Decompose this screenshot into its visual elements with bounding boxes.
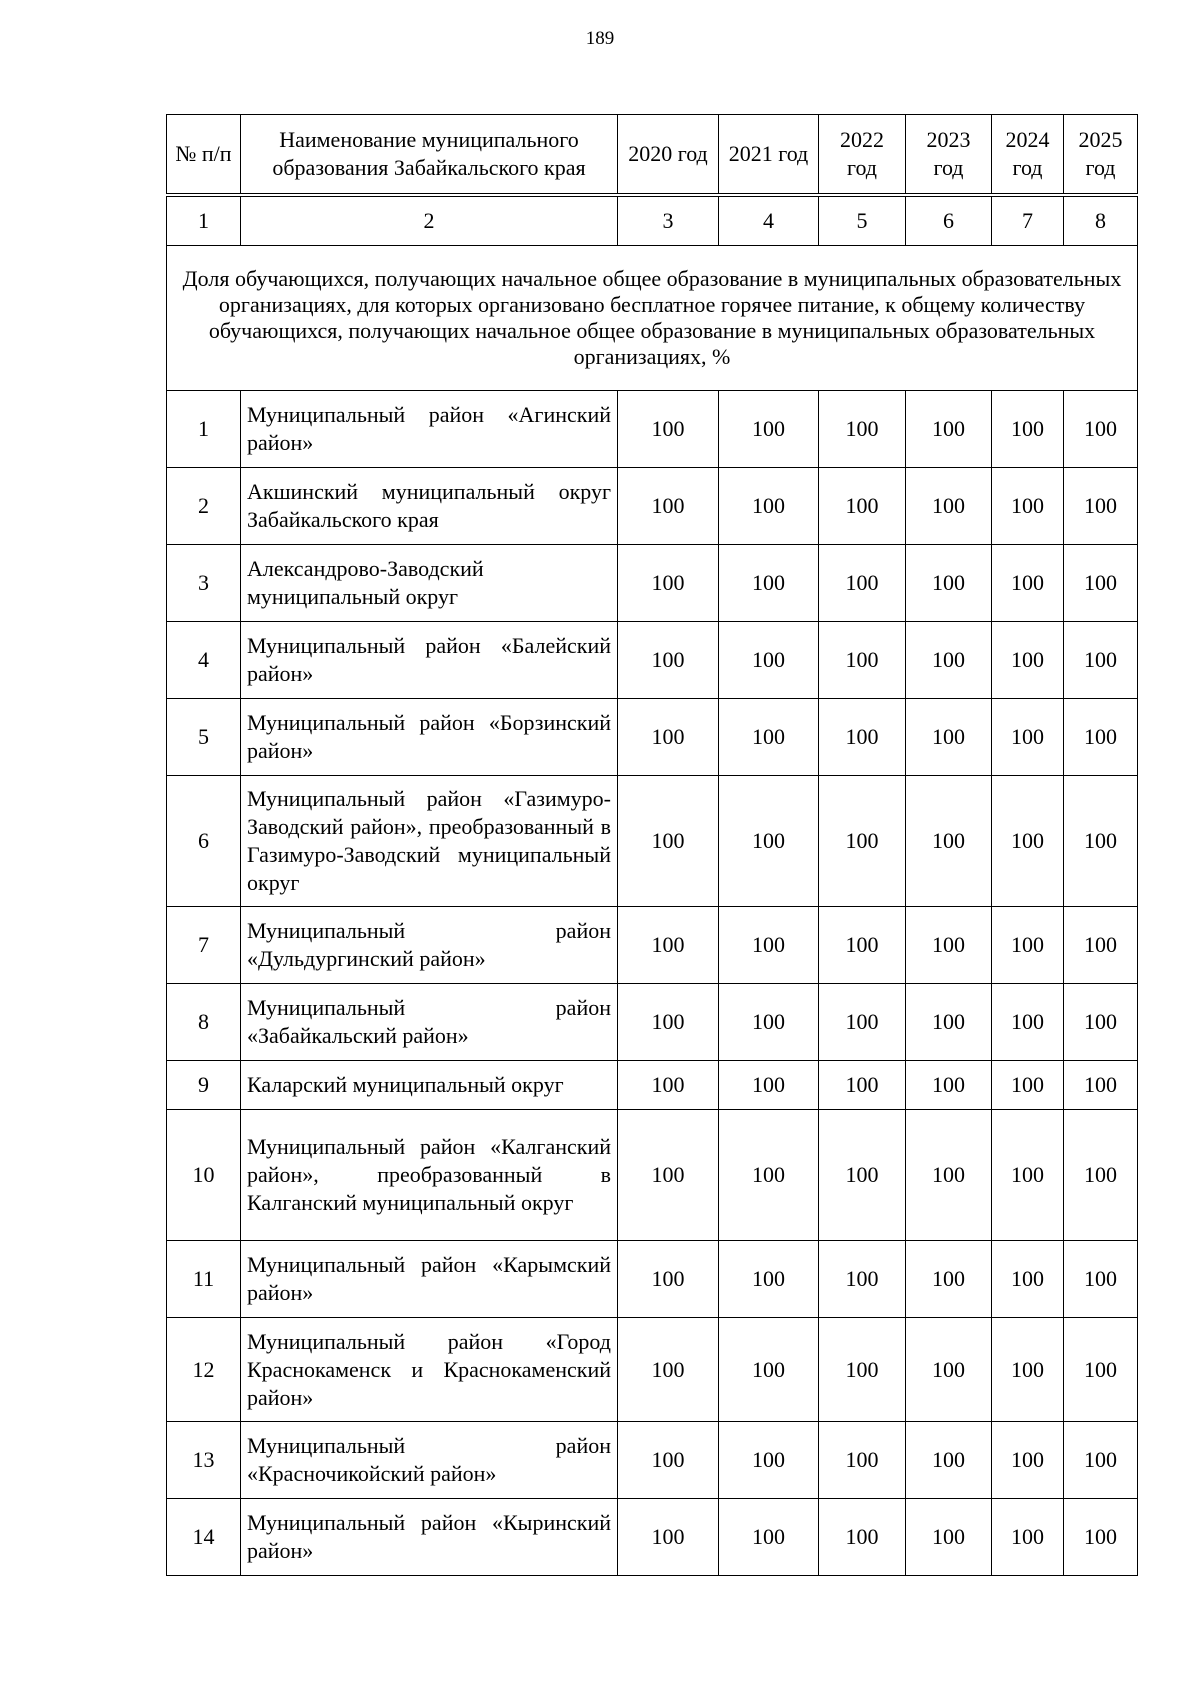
row-value: 100	[992, 776, 1064, 907]
row-value: 100	[819, 984, 906, 1061]
table-row	[167, 622, 1138, 699]
row-value: 100	[618, 1422, 719, 1499]
row-num: 2	[167, 468, 241, 545]
row-value: 100	[1064, 1422, 1138, 1499]
row-value: 100	[1064, 1110, 1138, 1241]
row-value: 100	[1064, 391, 1138, 468]
row-value: 100	[1064, 1318, 1138, 1422]
table-row	[167, 699, 1138, 776]
column-number: 4	[719, 195, 819, 246]
row-name: Муниципальный район «Борзинский район»	[241, 699, 618, 776]
row-name: Муниципальный район «Красночикойский район»	[241, 1422, 618, 1499]
row-value: 100	[1064, 776, 1138, 907]
row-name: Каларский муниципальный округ	[241, 1061, 618, 1110]
data-table	[166, 114, 1138, 1576]
row-value: 100	[719, 699, 819, 776]
row-value: 100	[719, 776, 819, 907]
row-value: 100	[719, 468, 819, 545]
row-value: 100	[618, 1061, 719, 1110]
section-title: Доля обучающихся, получающих начальное общее образование в муниципальных образовательных организациях, для которых организовано бесплатное горячее питание, к общему количеству обучающихся, получающих начальное общее образование в муниципальных образовательных организациях, %	[167, 246, 1138, 391]
row-value: 100	[906, 1110, 992, 1241]
row-value: 100	[992, 984, 1064, 1061]
row-value: 100	[906, 391, 992, 468]
row-value: 100	[992, 1318, 1064, 1422]
row-name: Муниципальный район «Кыринский район»	[241, 1499, 618, 1576]
row-name: Муниципальный район «Газимуро-Заводский район», преобразованный в Газимуро-Заводский муниципальный округ	[241, 776, 618, 907]
header-year: 2021 год	[719, 115, 819, 196]
row-value: 100	[719, 545, 819, 622]
row-value: 100	[906, 468, 992, 545]
row-value: 100	[819, 1241, 906, 1318]
row-value: 100	[819, 907, 906, 984]
header-num: № п/п	[167, 115, 241, 196]
row-num: 6	[167, 776, 241, 907]
row-name: Муниципальный район «Балейский район»	[241, 622, 618, 699]
row-value: 100	[1064, 622, 1138, 699]
row-value: 100	[906, 776, 992, 907]
row-value: 100	[618, 984, 719, 1061]
table-row	[167, 1241, 1138, 1318]
row-value: 100	[719, 391, 819, 468]
table-row	[167, 468, 1138, 545]
row-name: Муниципальный район «Забайкальский район»	[241, 984, 618, 1061]
row-value: 100	[819, 622, 906, 699]
row-value: 100	[992, 622, 1064, 699]
row-name: Александрово-Заводский муниципальный округ	[241, 545, 618, 622]
header-year: 2025 год	[1064, 115, 1138, 196]
row-value: 100	[992, 699, 1064, 776]
table-row	[167, 545, 1138, 622]
row-name: Муниципальный район «Карымский район»	[241, 1241, 618, 1318]
row-value: 100	[1064, 699, 1138, 776]
row-value: 100	[1064, 545, 1138, 622]
row-value: 100	[819, 1499, 906, 1576]
row-value: 100	[819, 1061, 906, 1110]
row-value: 100	[819, 776, 906, 907]
row-name: Муниципальный район «Калганский район», преобразованный в Калганский муниципальный округ	[241, 1110, 618, 1241]
row-value: 100	[906, 1061, 992, 1110]
row-value: 100	[618, 1110, 719, 1241]
table-row	[167, 1422, 1138, 1499]
header-row	[167, 115, 1138, 196]
row-value: 100	[618, 391, 719, 468]
table-row	[167, 984, 1138, 1061]
column-number: 2	[241, 195, 618, 246]
column-number: 7	[992, 195, 1064, 246]
row-value: 100	[992, 1110, 1064, 1241]
column-number: 6	[906, 195, 992, 246]
table-row	[167, 776, 1138, 907]
row-value: 100	[906, 545, 992, 622]
row-value: 100	[992, 1422, 1064, 1499]
row-value: 100	[906, 699, 992, 776]
row-value: 100	[618, 907, 719, 984]
row-value: 100	[719, 984, 819, 1061]
row-value: 100	[906, 622, 992, 699]
row-value: 100	[819, 1422, 906, 1499]
row-num: 9	[167, 1061, 241, 1110]
row-num: 8	[167, 984, 241, 1061]
row-value: 100	[719, 622, 819, 699]
row-value: 100	[1064, 1241, 1138, 1318]
header-name: Наименование муниципального образования Забайкальского края	[241, 115, 618, 196]
row-value: 100	[819, 1318, 906, 1422]
header-year: 2022 год	[819, 115, 906, 196]
row-value: 100	[719, 907, 819, 984]
column-number-row	[167, 195, 1138, 246]
row-value: 100	[618, 1499, 719, 1576]
row-value: 100	[618, 1241, 719, 1318]
row-value: 100	[719, 1422, 819, 1499]
row-name: Муниципальный район «Дульдургинский район»	[241, 907, 618, 984]
row-value: 100	[618, 699, 719, 776]
row-value: 100	[719, 1061, 819, 1110]
row-value: 100	[992, 1061, 1064, 1110]
row-value: 100	[719, 1110, 819, 1241]
table-row	[167, 1499, 1138, 1576]
column-number: 3	[618, 195, 719, 246]
row-value: 100	[618, 1318, 719, 1422]
row-value: 100	[1064, 907, 1138, 984]
row-value: 100	[992, 391, 1064, 468]
page-number: 189	[585, 28, 615, 49]
row-value: 100	[618, 622, 719, 699]
row-value: 100	[992, 907, 1064, 984]
table-row	[167, 391, 1138, 468]
row-value: 100	[906, 1241, 992, 1318]
row-value: 100	[906, 1318, 992, 1422]
row-value: 100	[819, 545, 906, 622]
row-num: 14	[167, 1499, 241, 1576]
row-value: 100	[906, 1422, 992, 1499]
row-num: 11	[167, 1241, 241, 1318]
table-row	[167, 907, 1138, 984]
row-value: 100	[719, 1318, 819, 1422]
header-year: 2024 год	[992, 115, 1064, 196]
row-value: 100	[819, 699, 906, 776]
row-num: 5	[167, 699, 241, 776]
header-year: 2020 год	[618, 115, 719, 196]
row-value: 100	[992, 1499, 1064, 1576]
row-num: 7	[167, 907, 241, 984]
row-num: 12	[167, 1318, 241, 1422]
row-num: 3	[167, 545, 241, 622]
row-value: 100	[1064, 468, 1138, 545]
column-number: 5	[819, 195, 906, 246]
table-row	[167, 1318, 1138, 1422]
row-value: 100	[819, 391, 906, 468]
row-value: 100	[992, 1241, 1064, 1318]
row-value: 100	[618, 776, 719, 907]
row-value: 100	[1064, 1061, 1138, 1110]
row-value: 100	[819, 468, 906, 545]
row-value: 100	[906, 907, 992, 984]
header-year: 2023 год	[906, 115, 992, 196]
row-value: 100	[1064, 984, 1138, 1061]
row-name: Акшинский муниципальный округ Забайкальского края	[241, 468, 618, 545]
column-number: 1	[167, 195, 241, 246]
row-value: 100	[1064, 1499, 1138, 1576]
row-name: Муниципальный район «Город Краснокаменск и Краснокаменский район»	[241, 1318, 618, 1422]
row-value: 100	[992, 468, 1064, 545]
row-value: 100	[906, 984, 992, 1061]
row-num: 10	[167, 1110, 241, 1241]
row-name: Муниципальный район «Агинский район»	[241, 391, 618, 468]
row-value: 100	[992, 545, 1064, 622]
row-value: 100	[906, 1499, 992, 1576]
row-num: 4	[167, 622, 241, 699]
row-value: 100	[719, 1499, 819, 1576]
row-num: 13	[167, 1422, 241, 1499]
row-value: 100	[618, 545, 719, 622]
table-row	[167, 1110, 1138, 1241]
row-value: 100	[719, 1241, 819, 1318]
column-number: 8	[1064, 195, 1138, 246]
section-row	[167, 246, 1138, 391]
row-value: 100	[618, 468, 719, 545]
row-value: 100	[819, 1110, 906, 1241]
row-num: 1	[167, 391, 241, 468]
table-row	[167, 1061, 1138, 1110]
